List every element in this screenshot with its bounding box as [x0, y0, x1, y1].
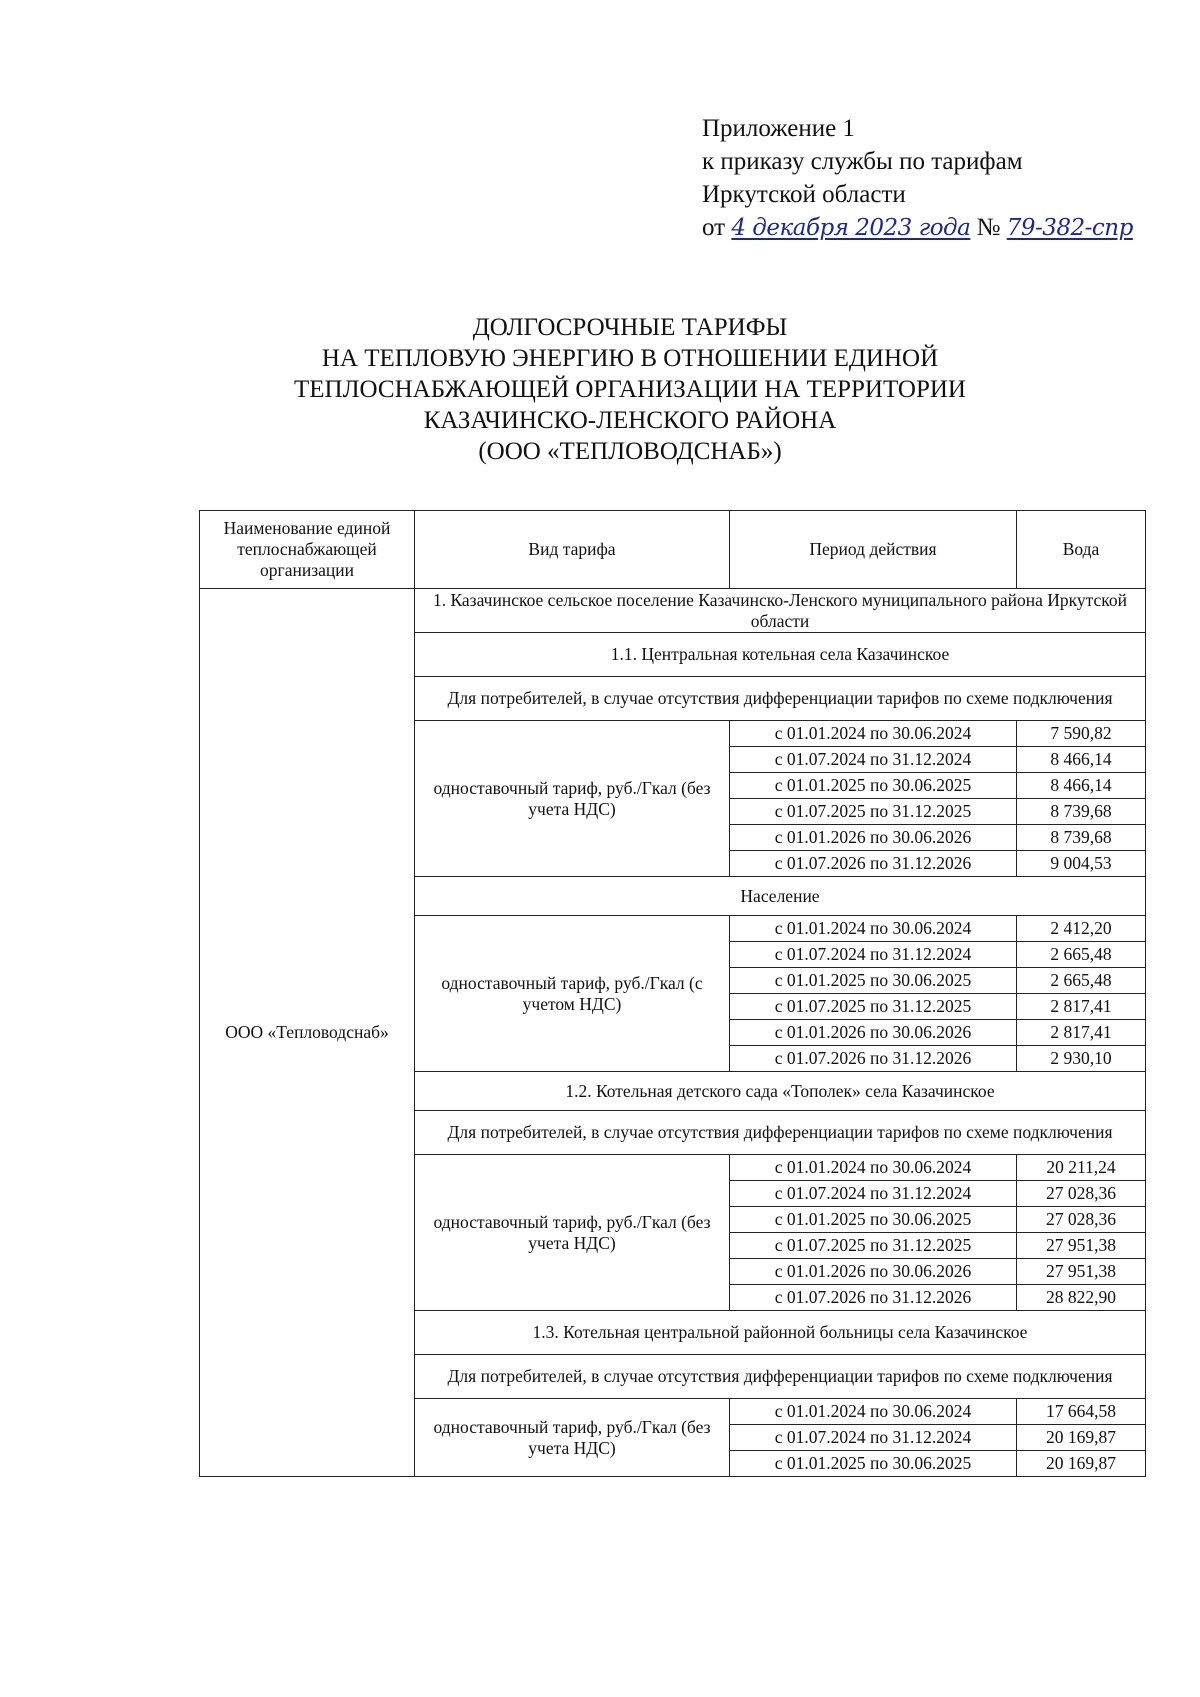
value-cell: 2 665,48	[1017, 968, 1146, 994]
appendix-order-ref: к приказу службы по тарифам	[702, 148, 1023, 175]
title-line-3: ТЕПЛОСНАБЖАЮЩЕЙ ОРГАНИЗАЦИИ НА ТЕРРИТОРИИ	[294, 376, 966, 403]
header-tariff-type: Вид тарифа	[415, 511, 730, 589]
period-cell: с 01.07.2025 по 31.12.2025	[730, 994, 1017, 1020]
value-cell: 8 466,14	[1017, 773, 1146, 799]
section-1-title: 1. Казачинское сельское поселение Казачинско-Ленского муниципального района Иркутской области	[415, 589, 1146, 633]
number-label: №	[976, 214, 1001, 241]
document-title	[180, 312, 1080, 467]
period-cell: с 01.01.2025 по 30.06.2025	[730, 968, 1017, 994]
value-cell: 20 169,87	[1017, 1425, 1146, 1451]
period-cell: с 01.07.2024 по 31.12.2024	[730, 1425, 1017, 1451]
period-cell: с 01.01.2025 по 30.06.2025	[730, 773, 1017, 799]
period-cell: с 01.01.2024 по 30.06.2024	[730, 916, 1017, 942]
tariff-type-cell: одноставочный тариф, руб./Гкал (с учетом НДС)	[415, 916, 730, 1072]
title-line-2: НА ТЕПЛОВУЮ ЭНЕРГИЮ В ОТНОШЕНИИ ЕДИНОЙ	[321, 345, 939, 372]
category-consumers: Для потребителей, в случае отсутствия дифференциации тарифов по схеме подключения	[415, 1355, 1146, 1399]
subsection-1-3-title: 1.3. Котельная центральной районной больницы села Казачинское	[415, 1311, 1146, 1355]
appendix-block	[702, 112, 1133, 245]
period-cell: с 01.01.2024 по 30.06.2024	[730, 721, 1017, 747]
period-cell: с 01.07.2026 по 31.12.2026	[730, 851, 1017, 877]
handwritten-number: 79-382-спр	[1006, 215, 1133, 241]
header-water: Вода	[1017, 511, 1146, 589]
title-line-1: ДОЛГОСРОЧНЫЕ ТАРИФЫ	[472, 314, 788, 341]
appendix-title: Приложение 1	[702, 115, 855, 142]
value-cell: 2 665,48	[1017, 942, 1146, 968]
tariff-type-cell: одноставочный тариф, руб./Гкал (без учета НДС)	[415, 721, 730, 877]
value-cell: 27 028,36	[1017, 1181, 1146, 1207]
subsection-1-1-title: 1.1. Центральная котельная села Казачинское	[415, 633, 1146, 677]
value-cell: 20 211,24	[1017, 1155, 1146, 1181]
appendix-date-line	[702, 211, 1133, 245]
value-cell: 27 951,38	[1017, 1233, 1146, 1259]
section-row	[200, 589, 1146, 633]
period-cell: с 01.01.2026 по 30.06.2026	[730, 825, 1017, 851]
period-cell: с 01.07.2026 по 31.12.2026	[730, 1046, 1017, 1072]
value-cell: 2 930,10	[1017, 1046, 1146, 1072]
title-line-4: КАЗАЧИНСКО-ЛЕНСКОГО РАЙОНА	[423, 407, 837, 434]
value-cell: 20 169,87	[1017, 1451, 1146, 1477]
tariff-table	[199, 510, 1146, 1477]
period-cell: с 01.07.2025 по 31.12.2025	[730, 1233, 1017, 1259]
category-population: Население	[415, 877, 1146, 916]
value-cell: 2 817,41	[1017, 1020, 1146, 1046]
value-cell: 27 951,38	[1017, 1259, 1146, 1285]
table-header-row	[200, 511, 1146, 589]
value-cell: 2 817,41	[1017, 994, 1146, 1020]
period-cell: с 01.07.2024 по 31.12.2024	[730, 942, 1017, 968]
value-cell: 2 412,20	[1017, 916, 1146, 942]
tariff-type-cell: одноставочный тариф, руб./Гкал (без учета НДС)	[415, 1155, 730, 1311]
period-cell: с 01.01.2026 по 30.06.2026	[730, 1259, 1017, 1285]
period-cell: с 01.07.2024 по 31.12.2024	[730, 747, 1017, 773]
period-cell: с 01.07.2025 по 31.12.2025	[730, 799, 1017, 825]
period-cell: с 01.07.2026 по 31.12.2026	[730, 1285, 1017, 1311]
period-cell: с 01.01.2026 по 30.06.2026	[730, 1020, 1017, 1046]
period-cell: с 01.01.2024 по 30.06.2024	[730, 1155, 1017, 1181]
appendix-region: Иркутской области	[702, 181, 906, 208]
handwritten-date: 4 декабря 2023 года	[731, 215, 971, 241]
header-org: Наименование единой теплоснабжающей организации	[200, 511, 415, 589]
value-cell: 8 739,68	[1017, 825, 1146, 851]
value-cell: 27 028,36	[1017, 1207, 1146, 1233]
value-cell: 9 004,53	[1017, 851, 1146, 877]
value-cell: 8 466,14	[1017, 747, 1146, 773]
org-name-cell: ООО «Тепловодснаб»	[200, 589, 415, 1477]
category-consumers: Для потребителей, в случае отсутствия дифференциации тарифов по схеме подключения	[415, 677, 1146, 721]
period-cell: с 01.01.2024 по 30.06.2024	[730, 1399, 1017, 1425]
value-cell: 7 590,82	[1017, 721, 1146, 747]
period-cell: с 01.07.2024 по 31.12.2024	[730, 1181, 1017, 1207]
value-cell: 17 664,58	[1017, 1399, 1146, 1425]
period-cell: с 01.01.2025 по 30.06.2025	[730, 1207, 1017, 1233]
header-period: Период действия	[730, 511, 1017, 589]
tariff-type-cell: одноставочный тариф, руб./Гкал (без учета НДС)	[415, 1399, 730, 1477]
from-label: от	[702, 214, 726, 241]
value-cell: 28 822,90	[1017, 1285, 1146, 1311]
category-consumers: Для потребителей, в случае отсутствия дифференциации тарифов по схеме подключения	[415, 1111, 1146, 1155]
period-cell: с 01.01.2025 по 30.06.2025	[730, 1451, 1017, 1477]
subsection-1-2-title: 1.2. Котельная детского сада «Тополек» села Казачинское	[415, 1072, 1146, 1111]
title-line-5: (ООО «ТЕПЛОВОДСНАБ»)	[478, 438, 782, 465]
value-cell: 8 739,68	[1017, 799, 1146, 825]
